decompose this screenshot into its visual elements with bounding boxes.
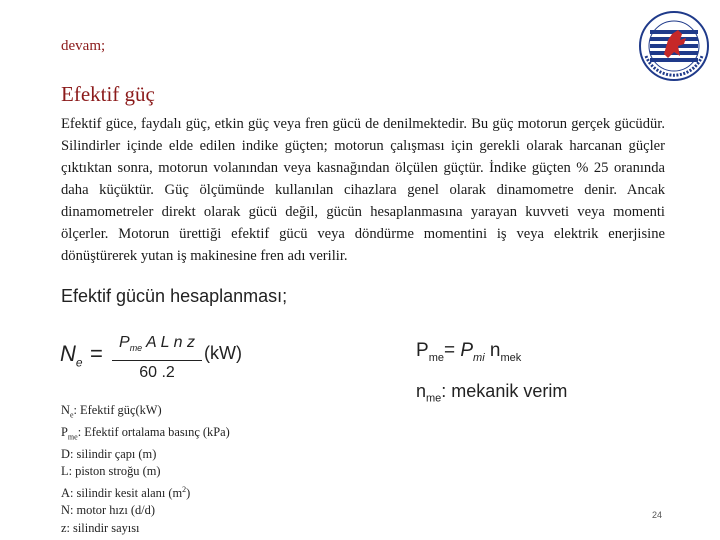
breadcrumb: devam; xyxy=(61,38,106,54)
symbol-legend xyxy=(61,402,230,537)
formula-unit: (kW) xyxy=(204,343,242,363)
formula-numerator: $P_{me}$ A L n z xyxy=(119,334,195,354)
section-subheading: Efektif gücün hesaplanması; xyxy=(61,286,288,306)
legend-item: A: silindir kesit alanı $(m^2)$ xyxy=(61,484,191,500)
legend-item: L: piston stroğu (m) xyxy=(61,464,161,479)
legend-item: $P_{me}$: Efektif ortalama basınç (kPa) xyxy=(61,424,230,442)
mechanical-efficiency-formula: $n_{me}$: mekanik verim xyxy=(416,381,568,405)
legend-item: D: silindir çapı (m) xyxy=(61,446,157,461)
body-paragraph: Efektif güce, faydalı güç, etkin güç veya fren gücü de denilmektedir. Bu güç motorun gerçek gücüdür. Silindirler içinde elde edilen indike güçten; motorun çalışması için gerekli olarak harcanan güçler çıktıktan sonra, motorun volanından veya kasnağından ölçülen güçtür. İndike güçten % 25 oranında daha küçüktür. Güç ölçümünde kullanılan cihazlara genel olarak dinamometre denir. Ancak dinamometreler direkt olarak gücü değil, gücün hesaplanmasına yarayan kuvveti veya momenti ölçerler. Motorun ürettiği efektif gücü veya döndürme momentini iş veya elektrik enerjisine dönüştürerek yutan iş makinesine fren adı verilir. xyxy=(61,116,665,264)
formula-denominator: 60 .2 xyxy=(139,364,175,382)
formula-fraction xyxy=(112,333,202,383)
legend-item: $N_e$: Efektif güç(kW) xyxy=(61,403,162,420)
pme-formula: $P_{me}= P_{mi}$ $n_{mek}$ xyxy=(416,340,522,364)
legend-item: z: silindir sayısı xyxy=(61,520,140,535)
university-seal-icon xyxy=(638,10,710,82)
legend-item: N: motor hızı (d/d) xyxy=(61,503,155,518)
formula-equals: = xyxy=(90,341,103,366)
effective-power-formula xyxy=(60,333,300,383)
page-number: 24 xyxy=(652,510,663,520)
fraction-bar xyxy=(112,360,202,361)
formula-lhs: $N_e$ xyxy=(60,341,83,370)
page-title: Efektif güç xyxy=(61,82,155,106)
